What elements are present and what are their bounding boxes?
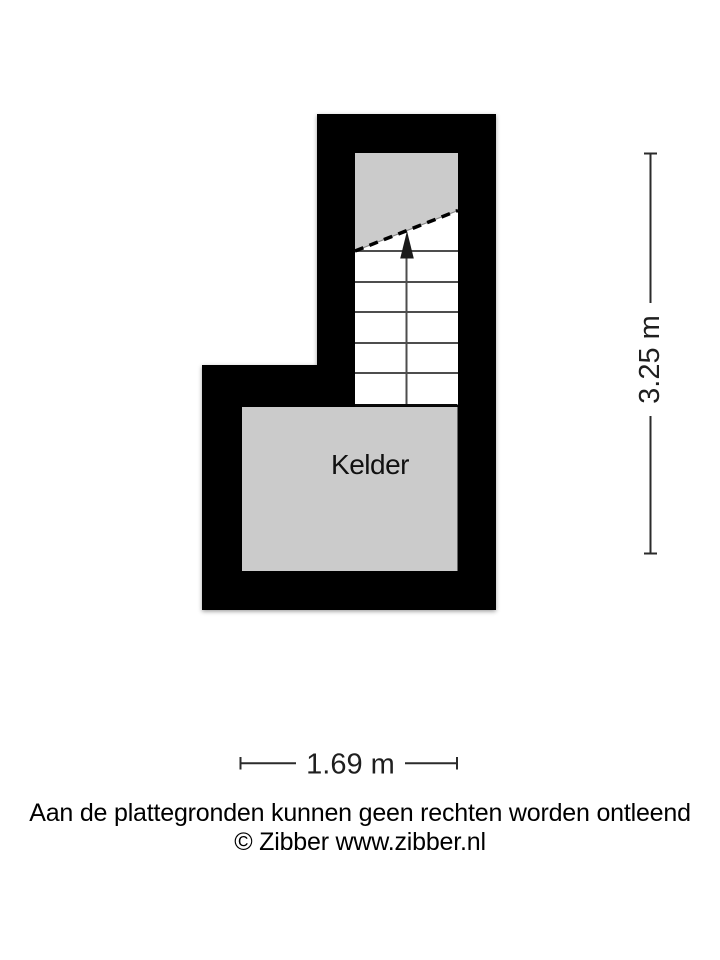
horizontal-dimension-label: 1.69 m bbox=[306, 748, 395, 781]
disclaimer-text: Aan de plattegronden kunnen geen rechten worden ontleend bbox=[29, 799, 691, 827]
footer bbox=[0, 799, 720, 857]
kelder-room-floor bbox=[242, 407, 458, 571]
copyright-text: © Zibber www.zibber.nl bbox=[234, 828, 486, 856]
room-label-kelder: Kelder bbox=[331, 449, 409, 480]
vertical-dimension-label: 3.25 m bbox=[634, 315, 666, 404]
